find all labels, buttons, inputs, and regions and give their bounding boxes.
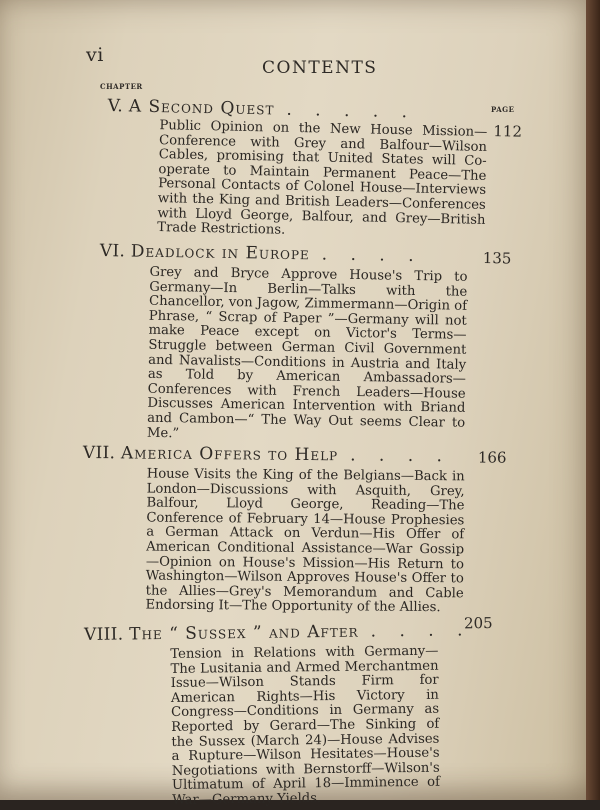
leader-dots: . . . . <box>350 445 452 467</box>
chapter-numeral: VIII. <box>84 624 124 645</box>
chapter-page-number: 205 <box>463 614 493 633</box>
chapter-page-number: 135 <box>482 249 512 268</box>
leader-dots: . . . . <box>321 244 423 267</box>
chapter-numeral: VI. <box>99 241 126 262</box>
chapter-heading <box>84 620 524 645</box>
chapter-numeral: V. <box>107 96 124 117</box>
chapter-entry-v <box>105 96 528 244</box>
chapter-summary: House Visits the King of the Belgians—Back in London—Discussions with Asquith, Grey, Balfour, Lloyd George, Reading—The Conference of February 14—House Prophesies a German Attack on Verdun—His Offer of American Conditional Assistance—War Gossip—Opinion on House's Mission—His Return to Washington—Wilson Approves House's Offer to the Allies—Grey's Memorandum and Cable Endorsing It—The Opportunity of the Allies. <box>145 466 465 616</box>
chapter-title: The “ Sussex ” and After <box>129 621 359 645</box>
chapter-entry-vii <box>82 443 523 617</box>
page-column-label: PAGE <box>491 105 515 114</box>
chapter-title: Deadlock in Europe <box>130 241 310 265</box>
chapter-summary: Public Opinion on the New House Mission—Conference with Grey and Balfour—Wilson Cables, promising that United States will Co-operate to Maintain Permanent Peace—The Personal Contacts of Colonel House—Interviews with the King and British Leaders—Conferences with Lloyd George, Balfour, and Grey—British Trade Restrictions. <box>157 118 488 238</box>
chapter-heading <box>100 241 530 268</box>
chapter-summary: Grey and Bryce Approve House's Trip to Germany—In Berlin—Talks with the Chancellor, von Jagow, Zimmermann—Origin of Phrase, “ Scrap of Paper ”—Germany will not make Peace except on Victor's Terms—Struggle between German Civil Government and Navalists—Conditions in Austria and Italy as Told by American Ambassadors—Conferences with French Leaders—House Discusses American Intervention with Briand and Cambon—“ The Way Out seems Clear to Me.” <box>146 264 468 441</box>
chapter-page-number: 112 <box>493 122 523 141</box>
chapter-numeral: VII. <box>82 443 116 464</box>
leader-dots: . . . . <box>370 620 472 642</box>
leader-dots: . . . . . <box>286 99 417 123</box>
chapter-summary: Tension in Relations with Germany—The Lusitania and Armed Merchantmen Issue—Wilson Stands Firm for American Rights—His Victory in Congress—Conditions in Germany as Reported by Gerard—The Sinking of the Sussex (March 24)—House Advises a Rupture—Wilson Hesitates—House's Negotiations with Bernstorff—Wilson's Ultimatum of April 18—Imminence of War—Germany Yields. <box>170 643 441 808</box>
chapter-title: America Offers to Help <box>120 443 339 466</box>
chapter-page-number: 166 <box>477 448 507 467</box>
chapter-entry-viii <box>84 614 526 810</box>
chapter-title: A Second Quest <box>128 96 275 120</box>
chapter-heading <box>83 443 523 467</box>
page-folio: vi <box>86 44 104 66</box>
book-cover-edge <box>586 0 600 800</box>
page-title: CONTENTS <box>262 58 378 78</box>
chapter-column-label: CHAPTER <box>100 82 143 91</box>
chapter-entry-vi <box>97 241 530 447</box>
